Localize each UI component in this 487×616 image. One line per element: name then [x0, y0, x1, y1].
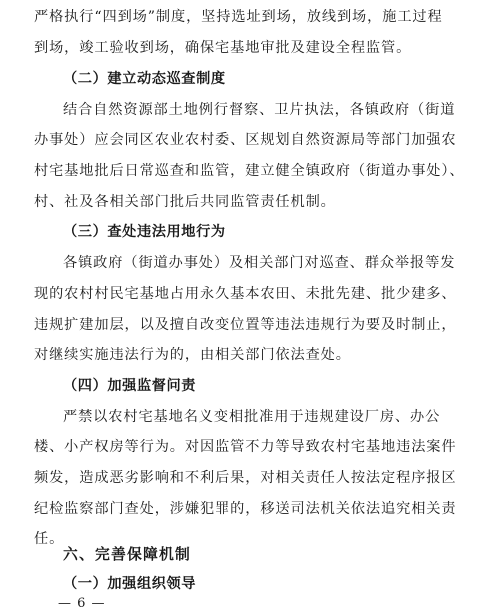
body-line: 对继续实施违法行为的，由相关部门依法查处。: [34, 347, 351, 363]
section-heading: （一）加强组织领导: [63, 576, 197, 592]
body-line: 各镇政府（街道办事处）及相关部门对巡查、群众举报等发: [63, 255, 456, 271]
body-line: 结合自然资源部土地例行督察、卫片执法，各镇政府（街道: [63, 102, 456, 118]
body-line: 村、社及各相关部门批后共同监管责任机制。: [34, 194, 336, 210]
body-line: 村宅基地批后日常巡查和监管，建立健全镇政府（街道办事处）、: [34, 163, 465, 179]
section-heading: （四）加强监督问责: [63, 378, 197, 394]
chapter-heading: 六、完善保障机制: [63, 546, 191, 563]
body-line: 楼、小产权房等行为。对因监管不力等导致农村宅基地违法案件: [34, 439, 457, 455]
body-line: 任。: [34, 531, 65, 547]
body-line: 到场，竣工验收到场，确保宅基地审批及建设全程监管。: [34, 40, 412, 56]
body-line: 办事处）应会同区农业农村委、区规划自然资源局等部门加强农: [34, 132, 457, 148]
body-line: 现的农村村民宅基地占用永久基本农田、未批先建、批少建多、: [34, 286, 457, 302]
section-heading: （三）查处违法用地行为: [63, 224, 226, 240]
section-heading: （二）建立动态巡查制度: [63, 71, 226, 87]
body-line: 纪检监察部门查处，涉嫌犯罪的，移送司法机关依法追究相关责: [34, 501, 457, 517]
body-line: 频发，造成恶劣影响和不利后果，对相关责任人按法定程序报区: [34, 470, 457, 486]
body-line: 严禁以农村宅基地名义变相批准用于违规建设厂房、办公: [63, 409, 441, 425]
body-line: 违规扩建加层，以及擅自改变位置等违法违规行为要及时制止，: [34, 317, 457, 333]
page-number: — 6 —: [58, 596, 106, 611]
body-line: 严格执行“四到场”制度，坚持选址到场，放线到场，施工过程: [34, 9, 443, 25]
